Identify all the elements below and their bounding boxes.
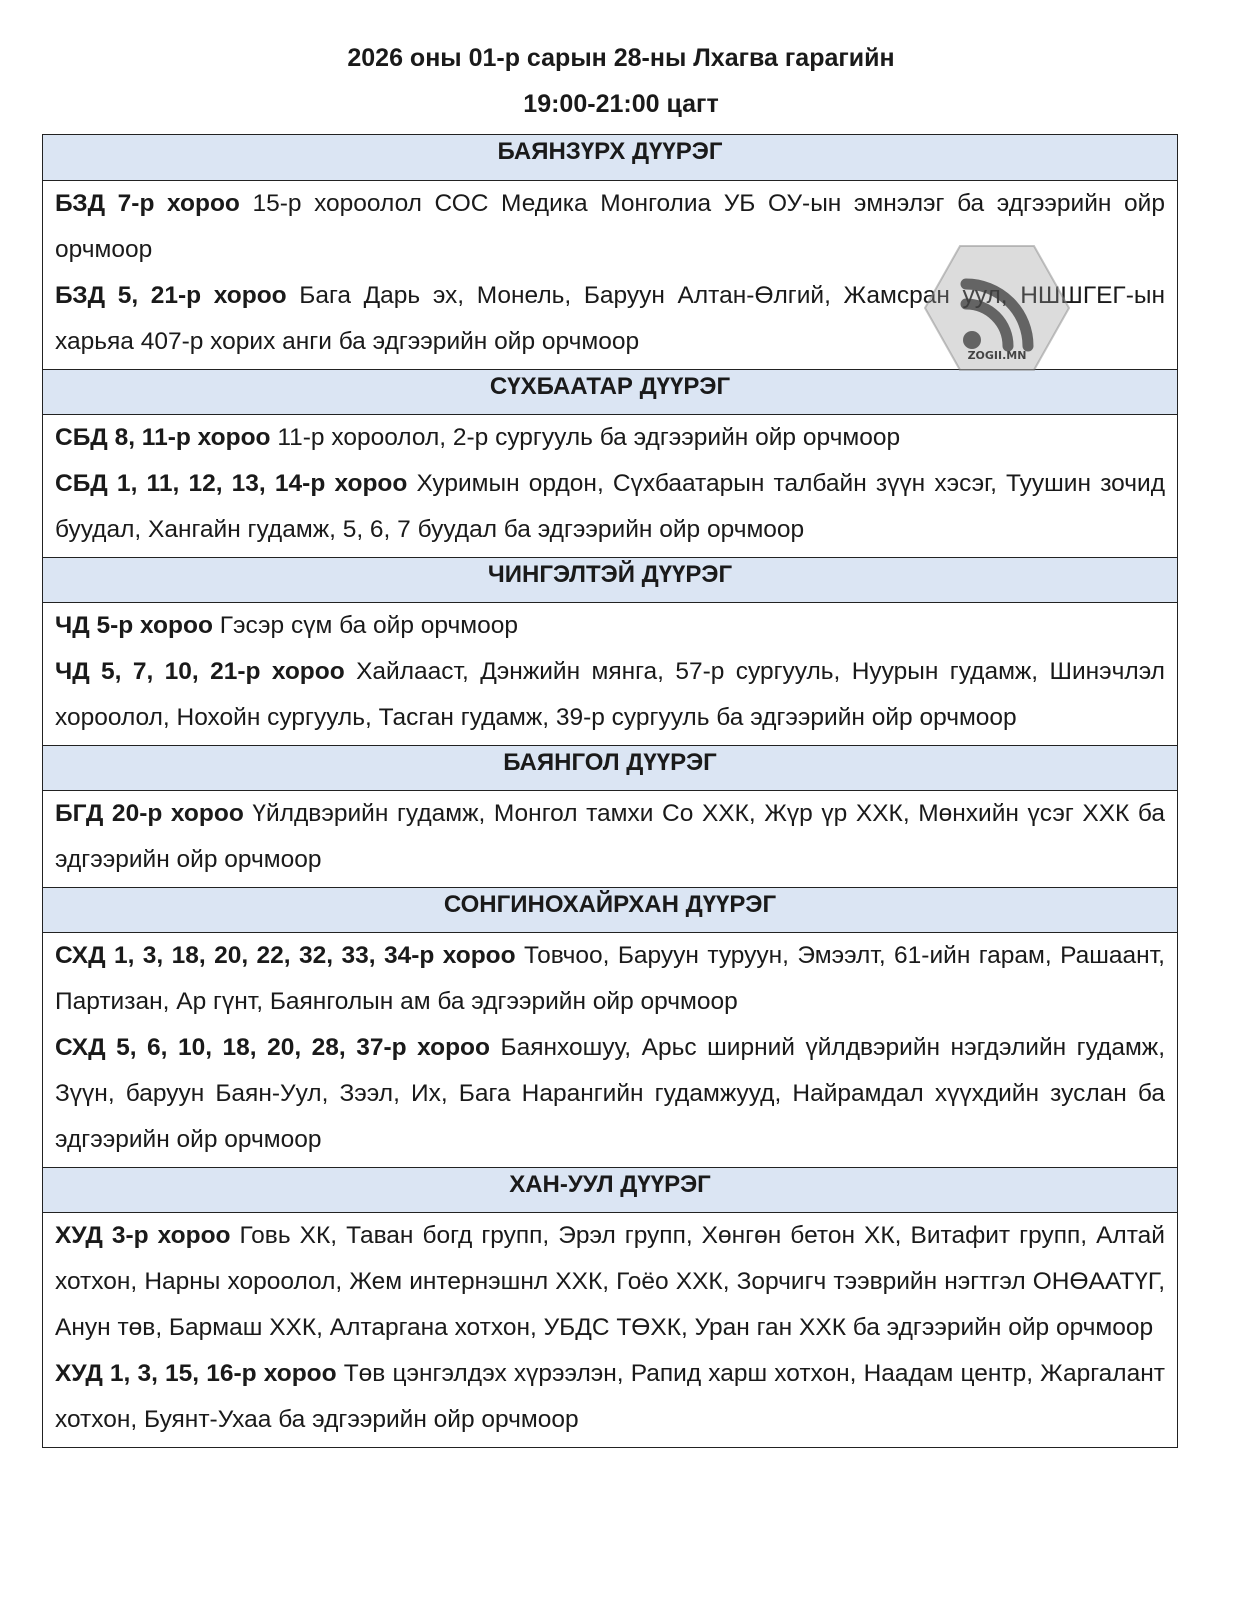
khoroo-code: ХУД 1, 3, 15, 16-р хороо [55,1360,337,1387]
area-description: Хайлааст, Дэнжийн мянга, 57-р сургууль, Нуурын гудамж, Шинэчлэл хороолол, Нохойн сургууль, Тасган гудамж, 39-р сургууль ба эдгээрийн ойр орчмоор [55,658,1165,731]
area-entry [55,1351,1165,1443]
area-entry [55,1025,1165,1163]
khoroo-code: СХД 1, 3, 18, 20, 22, 32, 33, 34-р хороо [55,942,516,969]
district-header: ЧИНГЭЛТЭЙ ДҮҮРЭГ [43,557,1177,603]
khoroo-code: ЧД 5-р хороо [55,612,213,639]
area-entry [55,415,1165,461]
district-header: ХАН-УУЛ ДҮҮРЭГ [43,1167,1177,1213]
area-description: 15-р хороолол СОС Медика Монголиа УБ ОУ-ын эмнэлэг ба эдгээрийн ойр орчмоор [55,190,1165,263]
khoroo-code: ЧД 5, 7, 10, 21-р хороо [55,658,345,685]
area-entry [55,603,1165,649]
area-entry [55,1213,1165,1351]
district-header: БАЯНГОЛ ДҮҮРЭГ [43,745,1177,791]
district-header: СОНГИНОХАЙРХАН ДҮҮРЭГ [43,887,1177,933]
area-description: Говь ХК, Таван богд групп, Эрэл групп, Хөнгөн бетон ХК, Витафит групп, Алтай хотхон, Нарны хороолол, Жем интернэшнл ХХК, Гоёо ХХК, Зорчигч тээврийн нэгтгэл ОНӨААТҮГ, Анун төв, Бармаш ХХК, Алтаргана хотхон, УБДС ТӨХК, Уран ган ХХК ба эдгээрийн ойр орчмоор [55,1222,1165,1341]
khoroo-code: ХУД 3-р хороо [55,1222,231,1249]
khoroo-code: БГД 20-р хороо [55,800,244,827]
district-header: БАЯНЗҮРХ ДҮҮРЭГ [43,135,1177,181]
area-entry [55,933,1165,1025]
area-description: Төв цэнгэлдэх хүрээлэн, Рапид харш хотхон, Наадам центр, Жаргалант хотхон, Буянт-Ухаа ба эдгээрийн ойр орчмоор [55,1360,1165,1433]
khoroo-code: СБД 8, 11-р хороо [55,424,271,451]
area-description: Баянхошуу, Арьс ширний үйлдвэрийн нэгдэлийн гудамж, Зүүн, баруун Баян-Уул, Зээл, Их, Бага Нарангийн гудамжууд, Найрамдал хүүхдийн зуслан ба эдгээрийн ойр орчмоор [55,1034,1166,1153]
khoroo-code: СХД 5, 6, 10, 18, 20, 28, 37-р хороо [55,1034,490,1061]
area-description: Үйлдвэрийн гудамж, Монгол тамхи Со ХХК, Жүр үр ХХК, Мөнхийн үсэг ХХК ба эдгээрийн ойр орчмоор [55,800,1165,873]
zogii-watermark-logo [924,244,1070,372]
district-section [43,745,1177,887]
area-entry [55,649,1165,741]
khoroo-code: БЗД 7-р хороо [55,190,240,217]
schedule-time-title: 19:00-21:00 цагт [523,90,719,118]
district-section [43,369,1177,557]
district-section [43,557,1177,745]
area-description: Бага Дарь эх, Монель, Баруун Алтан-Өлгий, Жамсран уул, НШШГЕГ-ын харьяа 407-р хорих анги ба эдгээрийн ойр орчмоор [55,282,1165,355]
district-header: СҮХБААТАР ДҮҮРЭГ [43,369,1177,415]
area-description: Гэсэр сүм ба ойр орчмоор [219,612,518,639]
district-section [43,887,1177,1167]
area-description: Товчоо, Баруун туруун, Эмээлт, 61-ийн гарам, Рашаант, Партизан, Ар гүнт, Баянголын ам ба эдгээрийн ойр орчмоор [55,942,1165,1015]
khoroo-code: БЗД 5, 21-р хороо [55,282,287,309]
watermark-label: ZOGII.MN [967,349,1027,362]
district-section [43,1167,1177,1447]
area-description: 11-р хороолол, 2-р сургууль ба эдгээрийн ойр орчмоор [277,424,901,451]
schedule-date-title: 2026 оны 01-р сарын 28-ны Лхагва гарагийн [347,44,895,72]
area-description: Хуримын ордон, Сүхбаатарын талбайн зүүн хэсэг, Туушин зочид буудал, Хангайн гудамж, 5, 6, 7 буудал ба эдгээрийн ойр орчмоор [55,470,1165,543]
khoroo-code: СБД 1, 11, 12, 13, 14-р хороо [55,470,408,497]
area-entry [55,461,1165,553]
area-entry [55,791,1165,883]
